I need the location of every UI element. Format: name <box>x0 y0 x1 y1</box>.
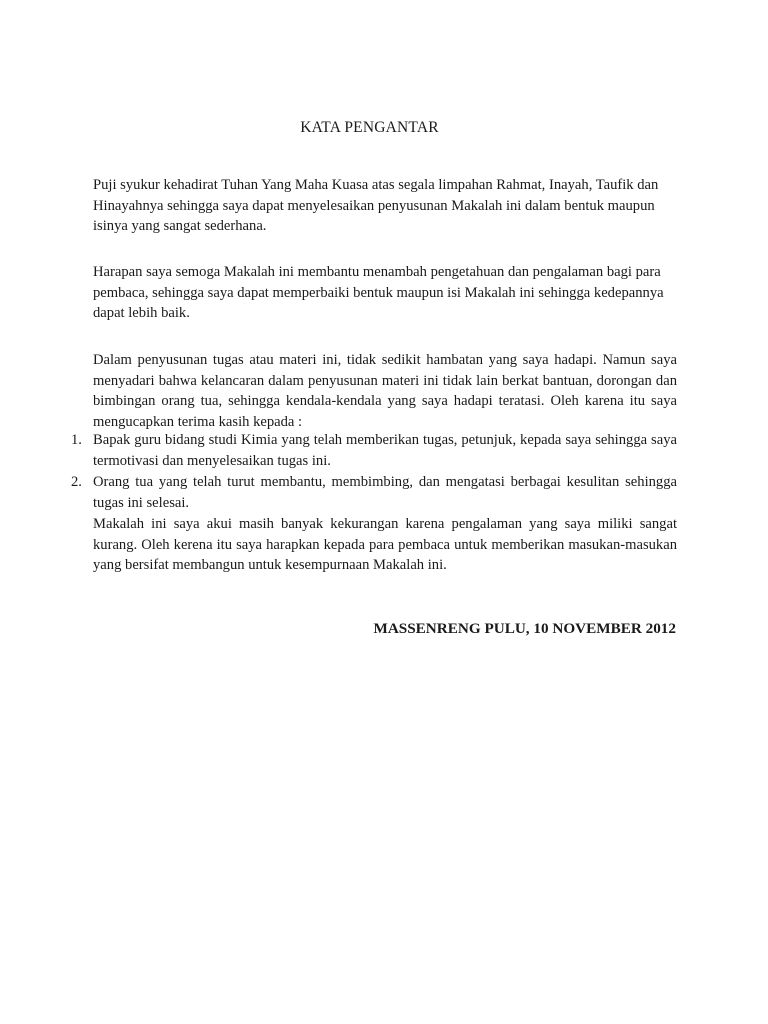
list-item-text: Bapak guru bidang studi Kimia yang telah memberikan tugas, petunjuk, kepada saya sehingga saya termotivasi dan menyelesaikan tugas ini. <box>93 432 677 469</box>
paragraph-gratitude: Dalam penyusunan tugas atau materi ini, tidak sedikit hambatan yang saya hadapi. Namun saya menyadari bahwa kelancaran dalam penyusunan materi ini tidak lain berkat bantuan, dorongan dan bimbingan orang tua, sehingga kendala-kendala yang saya hadapi teratasi. Oleh karena itu saya mengucapkan terima kasih kepada : <box>93 352 677 430</box>
list-item-text: Orang tua yang telah turut membantu, membimbing, dan mengatasi berbagai kesulitan sehingga tugas ini selesai. <box>93 474 677 511</box>
paragraph-opening: Puji syukur kehadirat Tuhan Yang Maha Kuasa atas segala limpahan Rahmat, Inayah, Taufik dan Hinayahnya sehingga saya dapat menyelesaikan penyusunan Makalah ini dalam bentuk maupun isinya yang sangat sederhana. <box>93 177 659 234</box>
list-item <box>71 472 677 513</box>
list-item-number: 2. <box>71 474 82 490</box>
list-item-number: 1. <box>71 432 82 448</box>
paragraph-hope: Harapan saya semoga Makalah ini membantu menambah pengetahuan dan pengalaman bagi para pembaca, sehingga saya dapat memperbaiki bentuk maupun isi Makalah ini sehingga kedepannya dapat lebih baik. <box>93 264 664 321</box>
document-title: KATA PENGANTAR <box>300 119 439 136</box>
signature-place-date: MASSENRENG PULU, 10 NOVEMBER 2012 <box>373 620 676 637</box>
paragraph-closing: Makalah ini saya akui masih banyak kekurangan karena pengalaman yang saya miliki sangat kurang. Oleh kerena itu saya harapkan kepada para pembaca untuk memberikan masukan-masukan yang bersifat membangun untuk kesempurnaan Makalah ini. <box>93 516 677 573</box>
list-item <box>71 430 677 471</box>
